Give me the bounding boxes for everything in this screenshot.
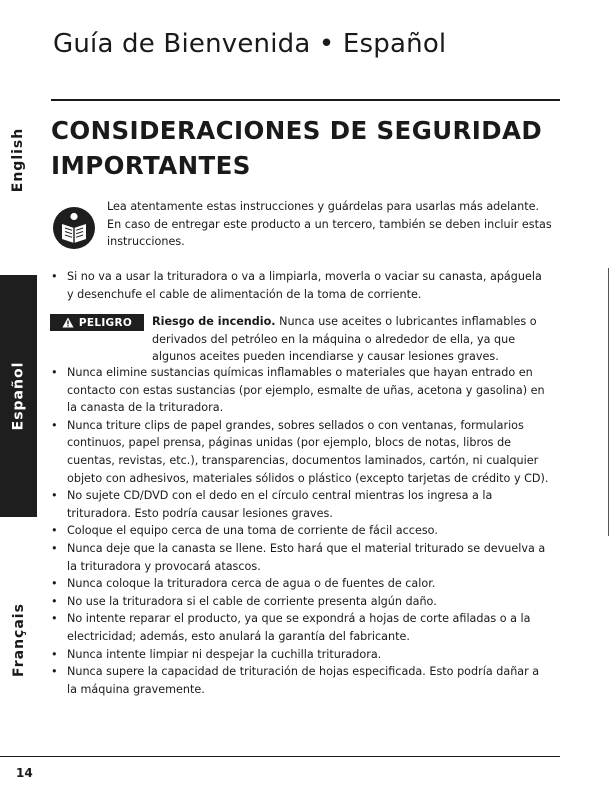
list-item: • Nunca deje que la canasta se llene. Esto hará que el material triturado se devuelva a la trituradora y provocará atascos. (51, 540, 551, 575)
intro-text: Lea atentamente estas instrucciones y guárdelas para usarlas más adelante. En caso de entregar este producto a un tercero, también se deben incluir estas instrucciones. (107, 200, 552, 248)
tab-english[interactable] (0, 120, 37, 200)
section-title (51, 113, 566, 183)
section-title-line-2: IMPORTANTES (51, 151, 251, 180)
tab-francais[interactable] (0, 595, 37, 685)
list-item: • Si no va a usar la trituradora o va a limpiarla, moverla o vaciar su canasta, apáguela y desenchufe el cable de alimentación de la toma de corriente. (51, 268, 551, 303)
page-number: 14 (16, 766, 33, 780)
page-edge-line (608, 268, 609, 536)
safety-list (51, 364, 551, 698)
page-header-title: Guía de Bienvenida • Español (53, 29, 447, 59)
list-item: • Nunca elimine sustancias químicas inflamables o materiales que hayan entrado en contacto con estas sustancias (por ejemplo, esmalte de uñas, acetona y gasolina) en la canasta de la trituradora. (51, 364, 551, 417)
danger-warning-text (152, 313, 547, 366)
tab-francais-label: Français (10, 603, 27, 677)
tab-english-label: English (10, 127, 27, 193)
list-item: • Nunca intente limpiar ni despejar la cuchilla trituradora. (51, 646, 551, 664)
list-item: • Nunca supere la capacidad de trituración de hojas especificada. Esto podría dañar a la máquina gravemente. (51, 663, 551, 698)
read-manual-icon (53, 207, 95, 249)
tab-espanol-label: Español (10, 361, 27, 431)
danger-badge-label: PELIGRO (78, 316, 133, 329)
list-item: • No use la trituradora si el cable de corriente presenta algún daño. (51, 593, 551, 611)
warning-icon (62, 317, 74, 328)
section-title-line-1: CONSIDERACIONES DE SEGURIDAD (51, 116, 543, 145)
tab-espanol[interactable] (0, 275, 37, 517)
list-item: • No sujete CD/DVD con el dedo en el círculo central mientras los ingresa a la trituradora. Esto podría causar lesiones graves. (51, 487, 551, 522)
safety-list-top (51, 268, 551, 303)
danger-badge (50, 314, 144, 331)
header-divider (51, 99, 560, 101)
footer-divider (0, 756, 560, 757)
danger-heading: Riesgo de incendio. (152, 315, 276, 328)
list-item: • Coloque el equipo cerca de una toma de corriente de fácil acceso. (51, 522, 551, 540)
list-item: • Nunca triture clips de papel grandes, sobres sellados o con ventanas, formularios continuos, papel prensa, páginas unidas (por ejemplo, blocs de notas, libros de cuentas, revistas, etc.), transparencias, documentos laminados, cartón, ni cualquier objeto con adhesivos, materiales sólidos o plástico (excepto tarjetas de crédito y CD). (51, 417, 551, 487)
list-item: • No intente reparar el producto, ya que se expondrá a hojas de corte afiladas o a la electricidad; además, esto anulará la garantía del fabricante. (51, 610, 551, 645)
list-item: • Nunca coloque la trituradora cerca de agua o de fuentes de calor. (51, 575, 551, 593)
danger-body: Nunca use aceites o lubricantes inflamables o derivados del petróleo en la máquina o alrededor de ella, ya que algunos aceites pueden incendiarse y causar lesiones graves. (152, 315, 537, 364)
